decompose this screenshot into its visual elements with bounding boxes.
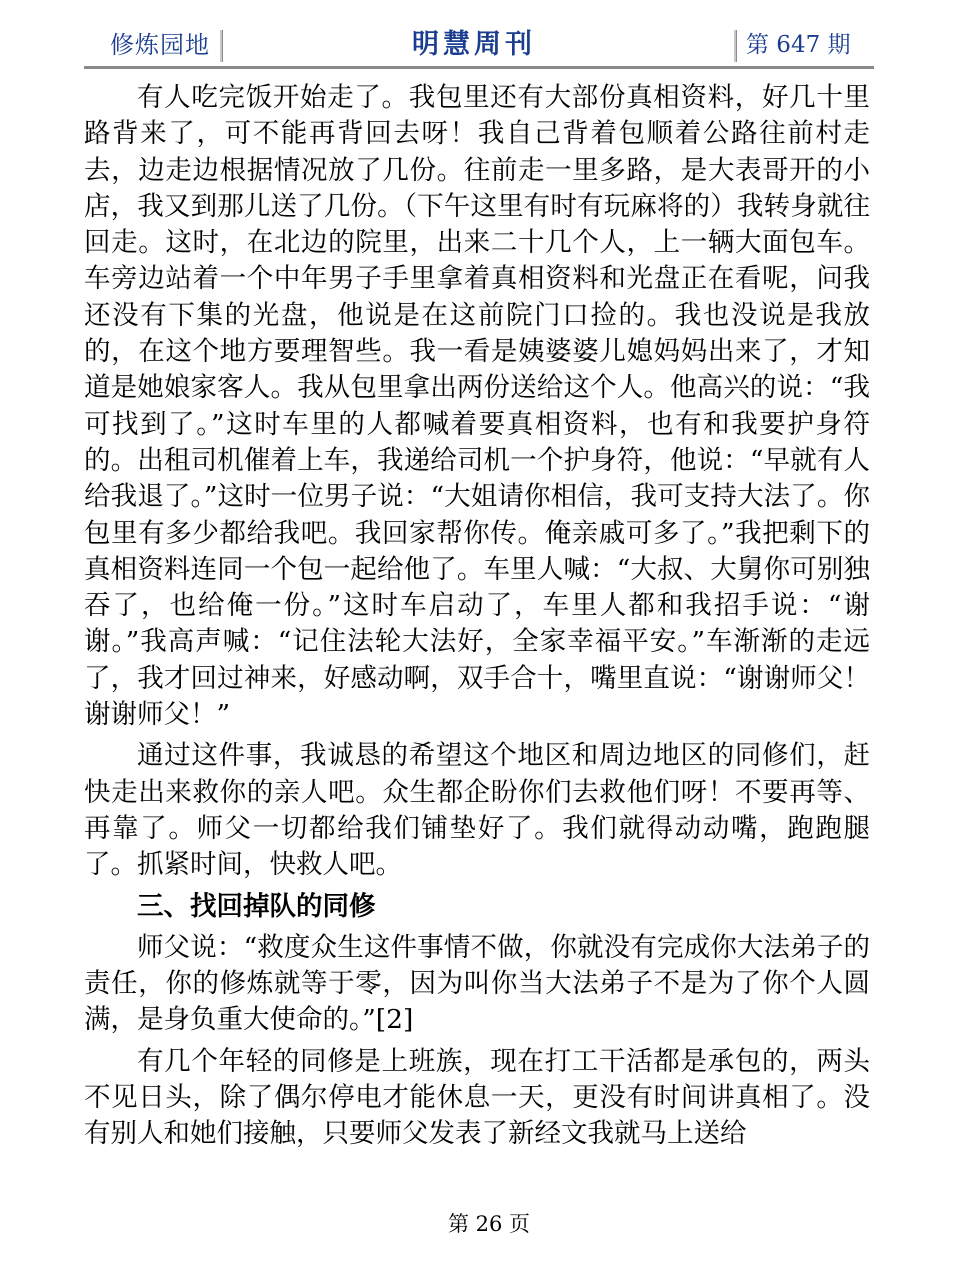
section-heading: 三、找回掉队的同修 — [137, 890, 376, 922]
paragraph: 有人吃完饭开始走了。我包里还有大部份真相资料，好几十里路背来了，可不能再背回去呀！我自己背着包顺着公路往前村走去，边走边根据情况放了几份。往前走一里多路，是大表哥开的小店，我又到那儿送了几份。（下午这里有时有玩麻将的）我转身就往回走。这时，在北边的院里，出来二十几个人，上一辆大面包车。车旁边站着一个中年男子手里拿着真相资料和光盘正在看呢，问我还没有下集的光盘，他说是在这前院门口捡的。我也没说是我放的，在这个地方要理智些。我一看是姨婆婆儿媳妈妈出来了，才知道是她娘家客人。我从包里拿出两份送给这个人。他高兴的说：“我可找到了。”这时车里的人都喊着要真相资料，也有和我要护身符的。出租司机催着上车，我递给司机一个护身符，他说：“早就有人给我退了。”这时一位男子说：“大姐请你相信，我可支持大法了。你包里有多少都给我吧。我回家帮你传。俺亲戚可多了。”我把剩下的真相资料连同一个包一起给他了。车里人喊：“大叔、大舅你可别独吞了，也给俺一份。”这时车启动了，车里人都和我招手说：“谢谢。”我高声喊：“记住法轮大法好，全家幸福平安。”车渐渐的走远了，我才回过神来，好感动啊，双手合十，嘴里直说：“谢谢师父！谢谢师父！” — [84, 82, 870, 731]
journal-title: 明慧周刊 — [412, 29, 536, 60]
page-header — [84, 26, 874, 69]
header-divider-left — [220, 30, 223, 62]
paragraph: 通过这件事，我诚恳的希望这个地区和周边地区的同修们，赶快走出来救你的亲人吧。众生都企盼你们去救他们呀！不要再等、再靠了。师父一切都给我们铺垫好了。我们就得动动嘴，跑跑腿了。抓紧时间，快救人吧。 — [84, 740, 870, 881]
header-divider-right — [734, 30, 737, 62]
issue-number: 第 647 期 — [746, 32, 851, 58]
page-number: 第 26 页 — [447, 1212, 531, 1236]
article-body — [84, 80, 870, 1200]
paragraph: 师父说：“救度众生这件事情不做，你就没有完成你大法弟子的责任，你的修炼就等于零，因为叫你当大法弟子不是为了你个人圆满，是身负重大使命的。”[2] — [84, 931, 870, 1036]
paragraph: 有几个年轻的同修是上班族，现在打工干活都是承包的，两头不见日头，除了偶尔停电才能休息一天，更没有时间讲真相了。没有别人和她们接触，只要师父发表了新经文我就马上送给 — [84, 1045, 870, 1150]
section-name: 修炼园地 — [110, 31, 210, 59]
